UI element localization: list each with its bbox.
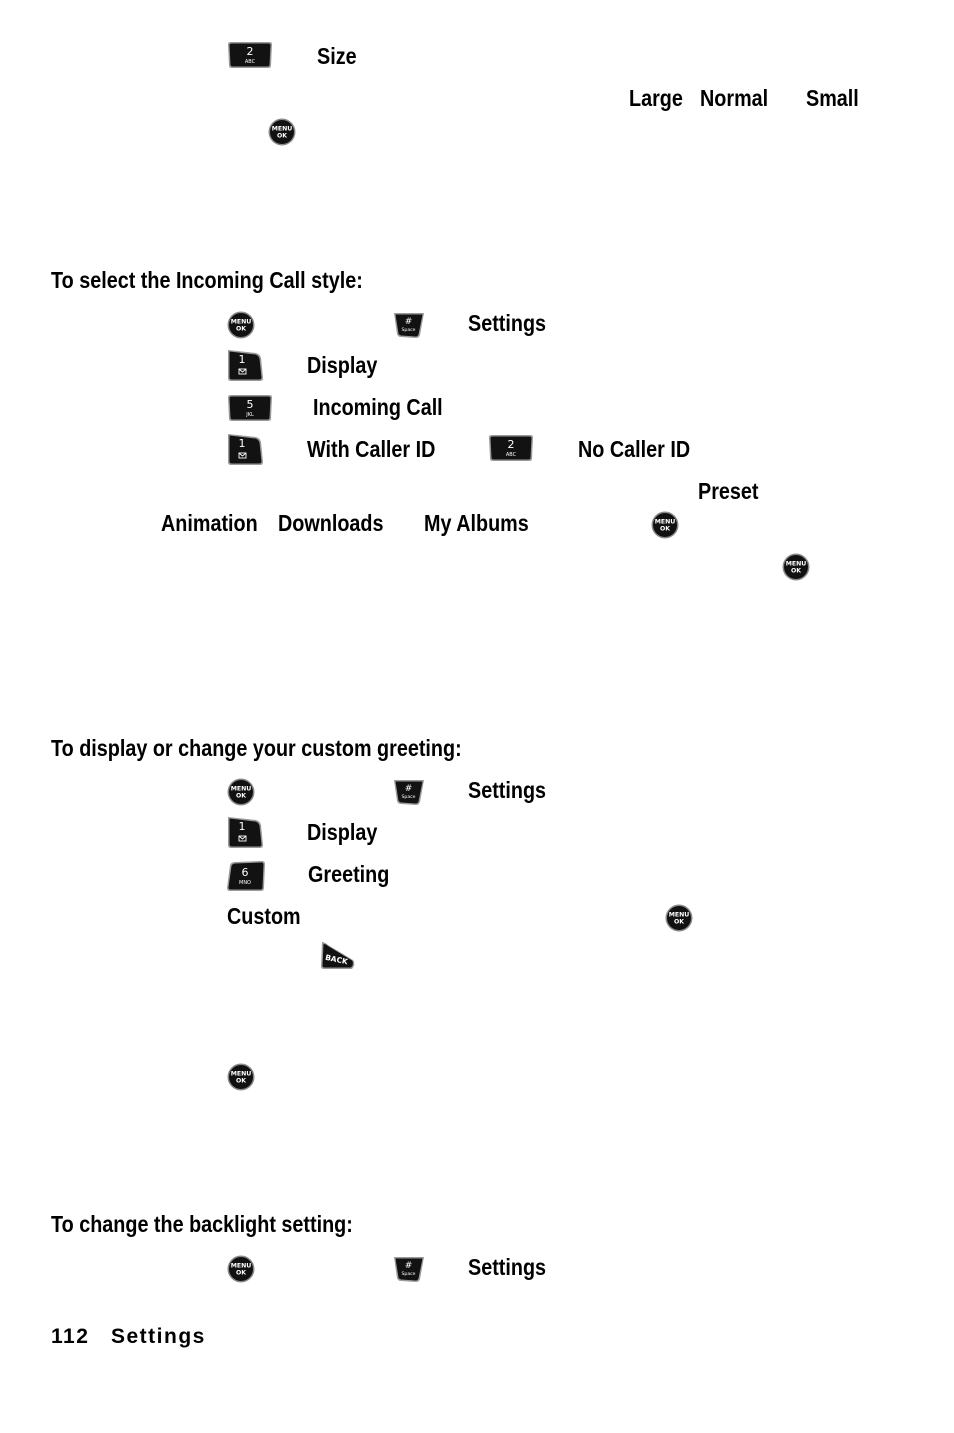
settings-label: Settings — [468, 1254, 547, 1280]
with-caller-id-label: With Caller ID — [307, 436, 436, 462]
svg-text:2: 2 — [246, 45, 254, 58]
menu-ok-icon — [227, 778, 255, 806]
pound-key-icon — [393, 778, 425, 806]
svg-text:OK: OK — [235, 792, 247, 800]
svg-text:MNO: MNO — [239, 880, 251, 886]
page-number: 112 — [51, 1325, 90, 1348]
svg-text:1: 1 — [238, 820, 246, 833]
svg-text:1: 1 — [238, 437, 246, 450]
pound-key-icon — [393, 1255, 425, 1283]
svg-text:OK: OK — [235, 325, 247, 333]
no-caller-id-label: No Caller ID — [578, 436, 691, 462]
option-normal: Normal — [700, 85, 769, 111]
svg-text:#: # — [404, 784, 413, 794]
svg-text:Space: Space — [401, 795, 416, 800]
menu-ok-icon — [268, 118, 296, 146]
key-2-icon — [226, 41, 274, 69]
svg-text:ABC: ABC — [505, 452, 517, 458]
animation-label: Animation — [161, 510, 258, 536]
preset-label: Preset — [698, 478, 759, 504]
pound-key-icon — [393, 311, 425, 339]
backlight-heading: To change the backlight setting: — [51, 1211, 353, 1237]
svg-text:OK: OK — [790, 567, 802, 575]
svg-text:OK: OK — [659, 525, 671, 533]
svg-text:MENU: MENU — [230, 785, 252, 793]
incoming-call-label: Incoming Call — [313, 394, 443, 420]
svg-text:ABC: ABC — [244, 59, 256, 65]
svg-text:#: # — [404, 317, 413, 327]
greeting-label: Greeting — [308, 861, 390, 887]
svg-text:OK: OK — [235, 1077, 247, 1085]
display-label: Display — [307, 352, 378, 378]
svg-text:MENU: MENU — [668, 911, 690, 919]
option-large: Large — [629, 85, 683, 111]
option-small: Small — [806, 85, 859, 111]
svg-text:Space: Space — [401, 1272, 416, 1277]
settings-label: Settings — [468, 310, 547, 336]
svg-text:1: 1 — [238, 353, 246, 366]
display-label: Display — [307, 819, 378, 845]
svg-text:MENU: MENU — [271, 125, 293, 133]
back-key-icon — [318, 941, 356, 971]
downloads-label: Downloads — [278, 510, 384, 536]
menu-ok-icon — [227, 1063, 255, 1091]
svg-text:JKL: JKL — [246, 412, 254, 418]
svg-text:OK: OK — [235, 1269, 247, 1277]
svg-text:MENU: MENU — [230, 1070, 252, 1078]
svg-text:MENU: MENU — [654, 518, 676, 526]
svg-text:6: 6 — [241, 866, 249, 879]
my-albums-label: My Albums — [424, 510, 529, 536]
key-5-icon — [226, 394, 274, 422]
key-1-icon — [226, 432, 264, 466]
svg-text:OK: OK — [276, 132, 288, 140]
menu-ok-icon — [227, 1255, 255, 1283]
svg-text:BACK: BACK — [324, 952, 349, 967]
svg-text:MENU: MENU — [785, 560, 807, 568]
menu-ok-icon — [227, 311, 255, 339]
settings-label: Settings — [468, 777, 547, 803]
key-1-icon — [226, 815, 264, 849]
custom-label: Custom — [227, 903, 301, 929]
greeting-heading: To display or change your custom greeting: — [51, 735, 462, 761]
svg-text:Space: Space — [401, 328, 416, 333]
key-2-icon — [487, 434, 535, 462]
svg-text:2: 2 — [507, 438, 515, 451]
key-6-icon — [226, 860, 266, 892]
svg-text:#: # — [404, 1261, 413, 1271]
footer-section-title: Settings — [111, 1325, 206, 1348]
svg-text:OK: OK — [673, 918, 685, 926]
menu-ok-icon — [782, 553, 810, 581]
incoming-call-heading: To select the Incoming Call style: — [51, 267, 363, 293]
key-1-icon — [226, 348, 264, 382]
svg-text:5: 5 — [246, 398, 254, 411]
size-label: Size — [317, 43, 357, 69]
menu-ok-icon — [665, 904, 693, 932]
svg-text:MENU: MENU — [230, 1262, 252, 1270]
svg-text:MENU: MENU — [230, 318, 252, 326]
menu-ok-icon — [651, 511, 679, 539]
